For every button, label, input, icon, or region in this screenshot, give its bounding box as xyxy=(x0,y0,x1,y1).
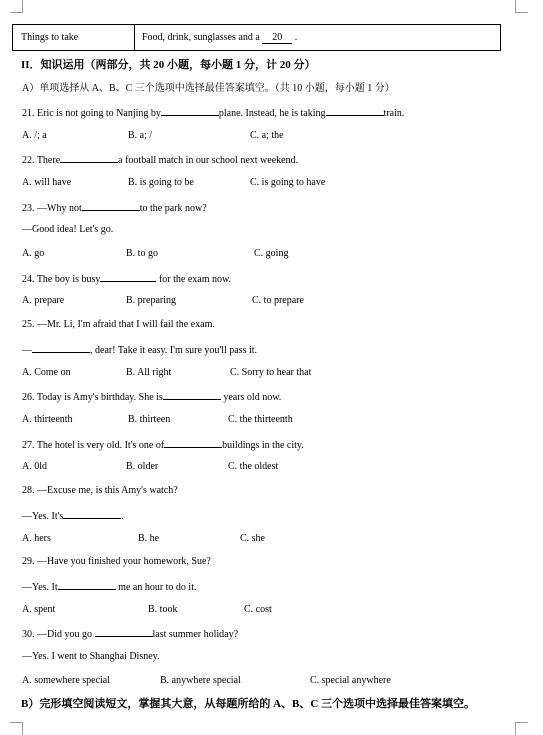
option-a[interactable]: A. /; a xyxy=(22,130,47,141)
answer-blank[interactable] xyxy=(95,627,153,637)
answer-blank[interactable] xyxy=(161,106,219,116)
answer-blank[interactable] xyxy=(100,272,156,282)
crop-mark-bottom-left-h xyxy=(10,722,23,723)
answer-blank[interactable] xyxy=(58,580,116,590)
crop-mark-bottom-right-v xyxy=(515,722,516,735)
option-a[interactable]: A. 0ld xyxy=(22,461,47,472)
crop-mark-bottom-right-h xyxy=(515,722,528,723)
question-text: 24. The boy is busy xyxy=(22,274,101,285)
answer-blank[interactable] xyxy=(163,390,221,400)
part-b-heading: B）完形填空阅读短文，掌握其大意，从每题所给的 A、B、C 三个选项中选择最佳答案填空。 xyxy=(21,698,476,710)
option-b[interactable]: B. All right xyxy=(126,367,172,378)
question-text: last summer holiday? xyxy=(152,629,239,640)
question-text: to the park now? xyxy=(139,203,207,214)
part-a-instruction: A）单项选择从 A、B、C 三个选项中选择最佳答案填空。（共 10 小题，每小题 1 分） xyxy=(22,83,395,94)
option-a[interactable]: A. somewhere special xyxy=(22,675,111,686)
table-cell-content xyxy=(142,32,297,44)
question-text: a football match in our school next weekend. xyxy=(118,155,299,166)
question-text: —Yes. It's xyxy=(22,511,64,522)
option-b[interactable]: B. is going to be xyxy=(128,177,194,188)
question-text: . xyxy=(121,511,124,522)
option-c[interactable]: C. special anywhere xyxy=(310,675,391,686)
question-28-reply xyxy=(22,509,124,523)
question-29: 29. —Have you finished your homework, Sue? xyxy=(22,556,211,567)
crop-mark-top-right-v xyxy=(515,0,516,12)
option-b[interactable]: B. a; / xyxy=(128,130,153,141)
option-a[interactable]: A. will have xyxy=(22,177,72,188)
question-text: , dear! Take it easy. I'm sure you'll pass it. xyxy=(90,345,258,356)
question-30 xyxy=(22,627,238,641)
question-text: 26. Today is Amy's birthday. She is xyxy=(22,392,163,403)
crop-mark-bottom-left-v xyxy=(22,722,23,735)
question-23 xyxy=(22,201,207,215)
answer-blank[interactable] xyxy=(32,343,90,353)
table-cell-label: Things to take xyxy=(21,32,79,43)
option-b[interactable]: B. thirteen xyxy=(128,414,171,425)
answer-blank[interactable] xyxy=(82,201,140,211)
question-text: me an hour to do it. xyxy=(118,582,197,593)
question-30-reply: —Yes. I went to Shanghai Disney. xyxy=(22,651,160,662)
option-a[interactable]: A. hers xyxy=(22,533,51,544)
answer-blank[interactable] xyxy=(164,438,222,448)
option-c[interactable]: C. going xyxy=(254,248,289,259)
question-text: 22. There xyxy=(22,155,61,166)
option-c[interactable]: C. Sorry to hear that xyxy=(230,367,312,378)
question-27 xyxy=(22,438,304,452)
question-text: 21. Eric is not going to Nanjing by xyxy=(22,108,161,119)
question-text: for the exam now. xyxy=(158,274,232,285)
question-22 xyxy=(22,153,298,167)
question-text: years old now. xyxy=(223,392,282,403)
question-25: 25. —Mr. Li, I'm afraid that I will fail the exam. xyxy=(22,319,215,330)
table-column-divider xyxy=(134,25,135,50)
question-text: train. xyxy=(383,108,405,119)
question-25-reply xyxy=(22,343,257,357)
option-c[interactable]: C. the oldest xyxy=(228,461,279,472)
question-text: — xyxy=(22,345,32,356)
option-a[interactable]: A. Come on xyxy=(22,367,71,378)
option-c[interactable]: C. to prepare xyxy=(252,295,304,306)
option-b[interactable]: B. preparing xyxy=(126,295,176,306)
things-to-take-table xyxy=(12,24,501,51)
question-21 xyxy=(22,106,404,120)
table-cell-text: Food, drink, sunglasses and a xyxy=(142,32,260,43)
question-24 xyxy=(22,272,231,286)
option-a[interactable]: A. thirteenth xyxy=(22,414,73,425)
option-a[interactable]: A. prepare xyxy=(22,295,65,306)
crop-mark-top-left-v xyxy=(22,0,23,12)
option-a[interactable]: A. spent xyxy=(22,604,56,615)
question-28: 28. —Excuse me, is this Amy's watch? xyxy=(22,485,178,496)
option-c[interactable]: C. a; the xyxy=(250,130,284,141)
question-text: 23. —Why not xyxy=(22,203,82,214)
answer-blank[interactable] xyxy=(60,153,118,163)
question-text: 27. The hotel is very old. It's one of xyxy=(22,440,165,451)
answer-blank[interactable] xyxy=(326,106,384,116)
question-23-reply: —Good idea! Let's go. xyxy=(22,224,114,235)
option-b[interactable]: B. anywhere special xyxy=(160,675,241,686)
question-text: —Yes. It xyxy=(22,582,58,593)
option-b[interactable]: B. to go xyxy=(126,248,158,259)
option-c[interactable]: C. is going to have xyxy=(250,177,326,188)
option-b[interactable]: B. older xyxy=(126,461,159,472)
answer-blank-20[interactable]: 20 xyxy=(262,32,292,44)
option-c[interactable]: C. the thirteenth xyxy=(228,414,293,425)
option-b[interactable]: B. he xyxy=(138,533,160,544)
question-text: buildings in the city. xyxy=(222,440,304,451)
option-a[interactable]: A. go xyxy=(22,248,45,259)
question-text: 30. —Did you go xyxy=(22,629,92,640)
option-b[interactable]: B. took xyxy=(148,604,178,615)
question-26 xyxy=(22,390,281,404)
option-c[interactable]: C. cost xyxy=(244,604,272,615)
section-ii-heading: II．知识运用（两部分，共 20 小题，每小题 1 分，计 20 分） xyxy=(21,59,316,71)
crop-mark-top-right-h xyxy=(515,12,528,13)
option-c[interactable]: C. she xyxy=(240,533,265,544)
answer-blank[interactable] xyxy=(63,509,121,519)
question-text: plane. Instead, he is taking xyxy=(218,108,326,119)
question-29-reply xyxy=(22,580,197,594)
crop-mark-top-left-h xyxy=(10,12,23,13)
table-cell-period: . xyxy=(294,32,298,43)
